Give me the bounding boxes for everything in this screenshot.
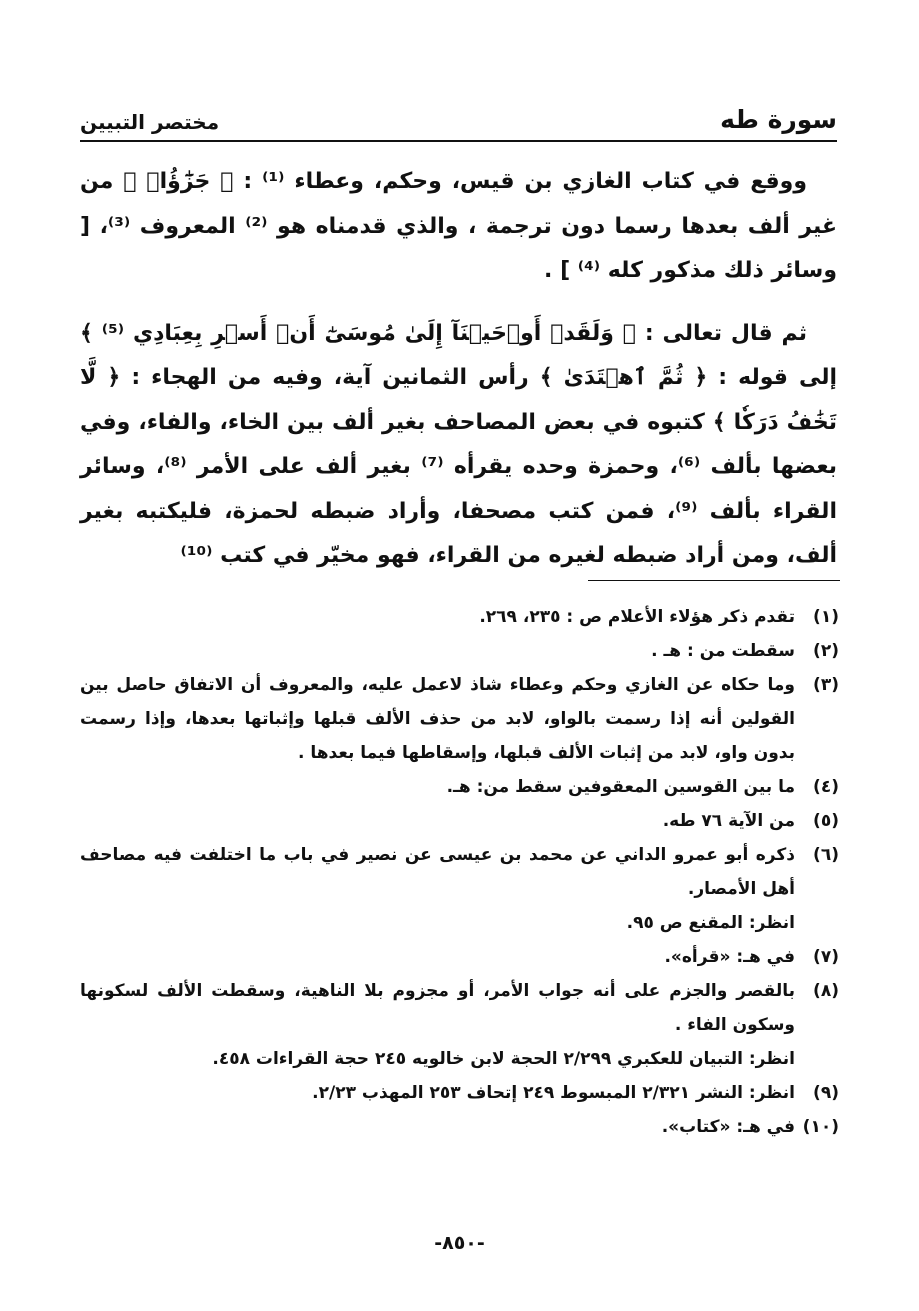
footnote-3 [80,668,839,770]
footnote-9 [80,1076,839,1110]
footnote-text: في هـ: «قرأه». [664,947,795,967]
footnote-2 [80,634,839,668]
surah-title: سورة طه [720,105,837,134]
footnote-5 [80,804,839,838]
footnote-10 [80,1110,839,1144]
page-number: -٨٥٠- [434,1232,485,1254]
footnote-text: سقطت من : هـ . [651,641,795,661]
footnote-text: انظر: النشر ٢/٣٢١ المبسوط ٢٤٩ إتحاف ٢٥٣ المهذب ٢/٢٣. [312,1083,795,1103]
book-title: مختصر التبيين [80,110,220,134]
footnote-number: (٤) [813,777,839,797]
footnote-text: ذكره أبو عمرو الداني عن محمد بن عيسى عن نصير في باب ما اختلفت فيه مصاحف أهل الأمصار. [80,845,795,899]
footnote-number: (٦) [813,845,839,865]
footnote-8-reference: انظر: التبيان للعكبري ٢/٢٩٩ الحجة لابن خالويه ٢٤٥ حجة القراءات ٤٥٨. [212,1049,795,1069]
footnote-1 [80,600,839,634]
footnote-6 [80,838,839,906]
footnote-number: (٢) [813,641,839,661]
footnote-number: (٧) [813,947,839,967]
footnote-number: (١٠) [802,1117,839,1137]
footnote-separator [588,580,840,581]
footnote-number: (٣) [813,675,839,695]
footnote-number: (٥) [813,811,839,831]
paragraph-1: ووقع في كتاب الغازي بن قيس، وحكم، وعطاء ⁽¹⁾ : ﴿ جَزَٰٓؤُا۟ ﴾ من غير ألف بعدها رسما دون ترجمة ، والذي قدمناه هو ⁽²⁾ المعروف ⁽³⁾، [ وسائر ذلك مذكور كله ⁽⁴⁾ ] . [80,169,837,283]
footnote-text: وما حكاه عن الغازي وحكم وعطاء شاذ لاعمل عليه، والمعروف أن الاتفاق حاصل بين القولين أنه إذا رسمت بالواو، لابد من حذف الألف قبلها وإثباتها بعدها، وإذا رسمت بدون واو، لابد من إثبات الألف قبلها، وإسقاطها فيما بعدها . [80,675,795,763]
main-text [80,160,837,579]
footnote-text: من الآية ٧٦ طه. [662,811,795,831]
footnote-text: تقدم ذكر هؤلاء الأعلام ص : ٢٣٥، ٢٦٩. [479,607,795,627]
page-header [80,96,837,142]
footnote-8 [80,974,839,1042]
footnote-6-reference: انظر: المقنع ص ٩٥. [626,913,795,933]
footnotes [80,600,839,1144]
footnote-number: (٨) [813,981,839,1001]
footnote-7 [80,940,839,974]
footnote-number: (١) [813,607,839,627]
paragraph-2: ثم قال تعالى : ﴿ وَلَقَدۡ أَوۡحَيۡنَآ إِلَىٰ مُوسَىٰٓ أَنۡ أَسۡرِ بِعِبَادِي ⁽⁵⁾ ﴾ إلى قوله : ﴿ ثُمَّ ٱهۡتَدَىٰ ﴾ رأس الثمانين آية، وفيه من الهجاء : ﴿ لَّا تَخَٰفُ دَرَكٗا ﴾ كتبوه في بعض المصاحف بغير ألف بين الخاء، والفاء، وفي بعضها بألف ⁽⁶⁾، وحمزة وحده يقرأه ⁽⁷⁾ بغير ألف على الأمر ⁽⁸⁾، وسائر القراء بألف ⁽⁹⁾، فمن كتب مصحفا، وأراد ضبطه لحمزة، فليكتبه بغير ألف، ومن أراد ضبطه لغيره من القراء، فهو مخيّر في كتب ⁽¹⁰⁾ [80,320,837,568]
footnote-text: ما بين القوسين المعقوفين سقط من: هـ. [446,777,795,797]
footnote-number: (٩) [813,1083,839,1103]
footnote-text: في هـ: «كتاب». [661,1117,795,1137]
footnote-4 [80,770,839,804]
footnote-text: بالقصر والجزم على أنه جواب الأمر، أو مجزوم بلا الناهية، وسقطت الألف لسكونها وسكون الفاء . [80,981,795,1035]
